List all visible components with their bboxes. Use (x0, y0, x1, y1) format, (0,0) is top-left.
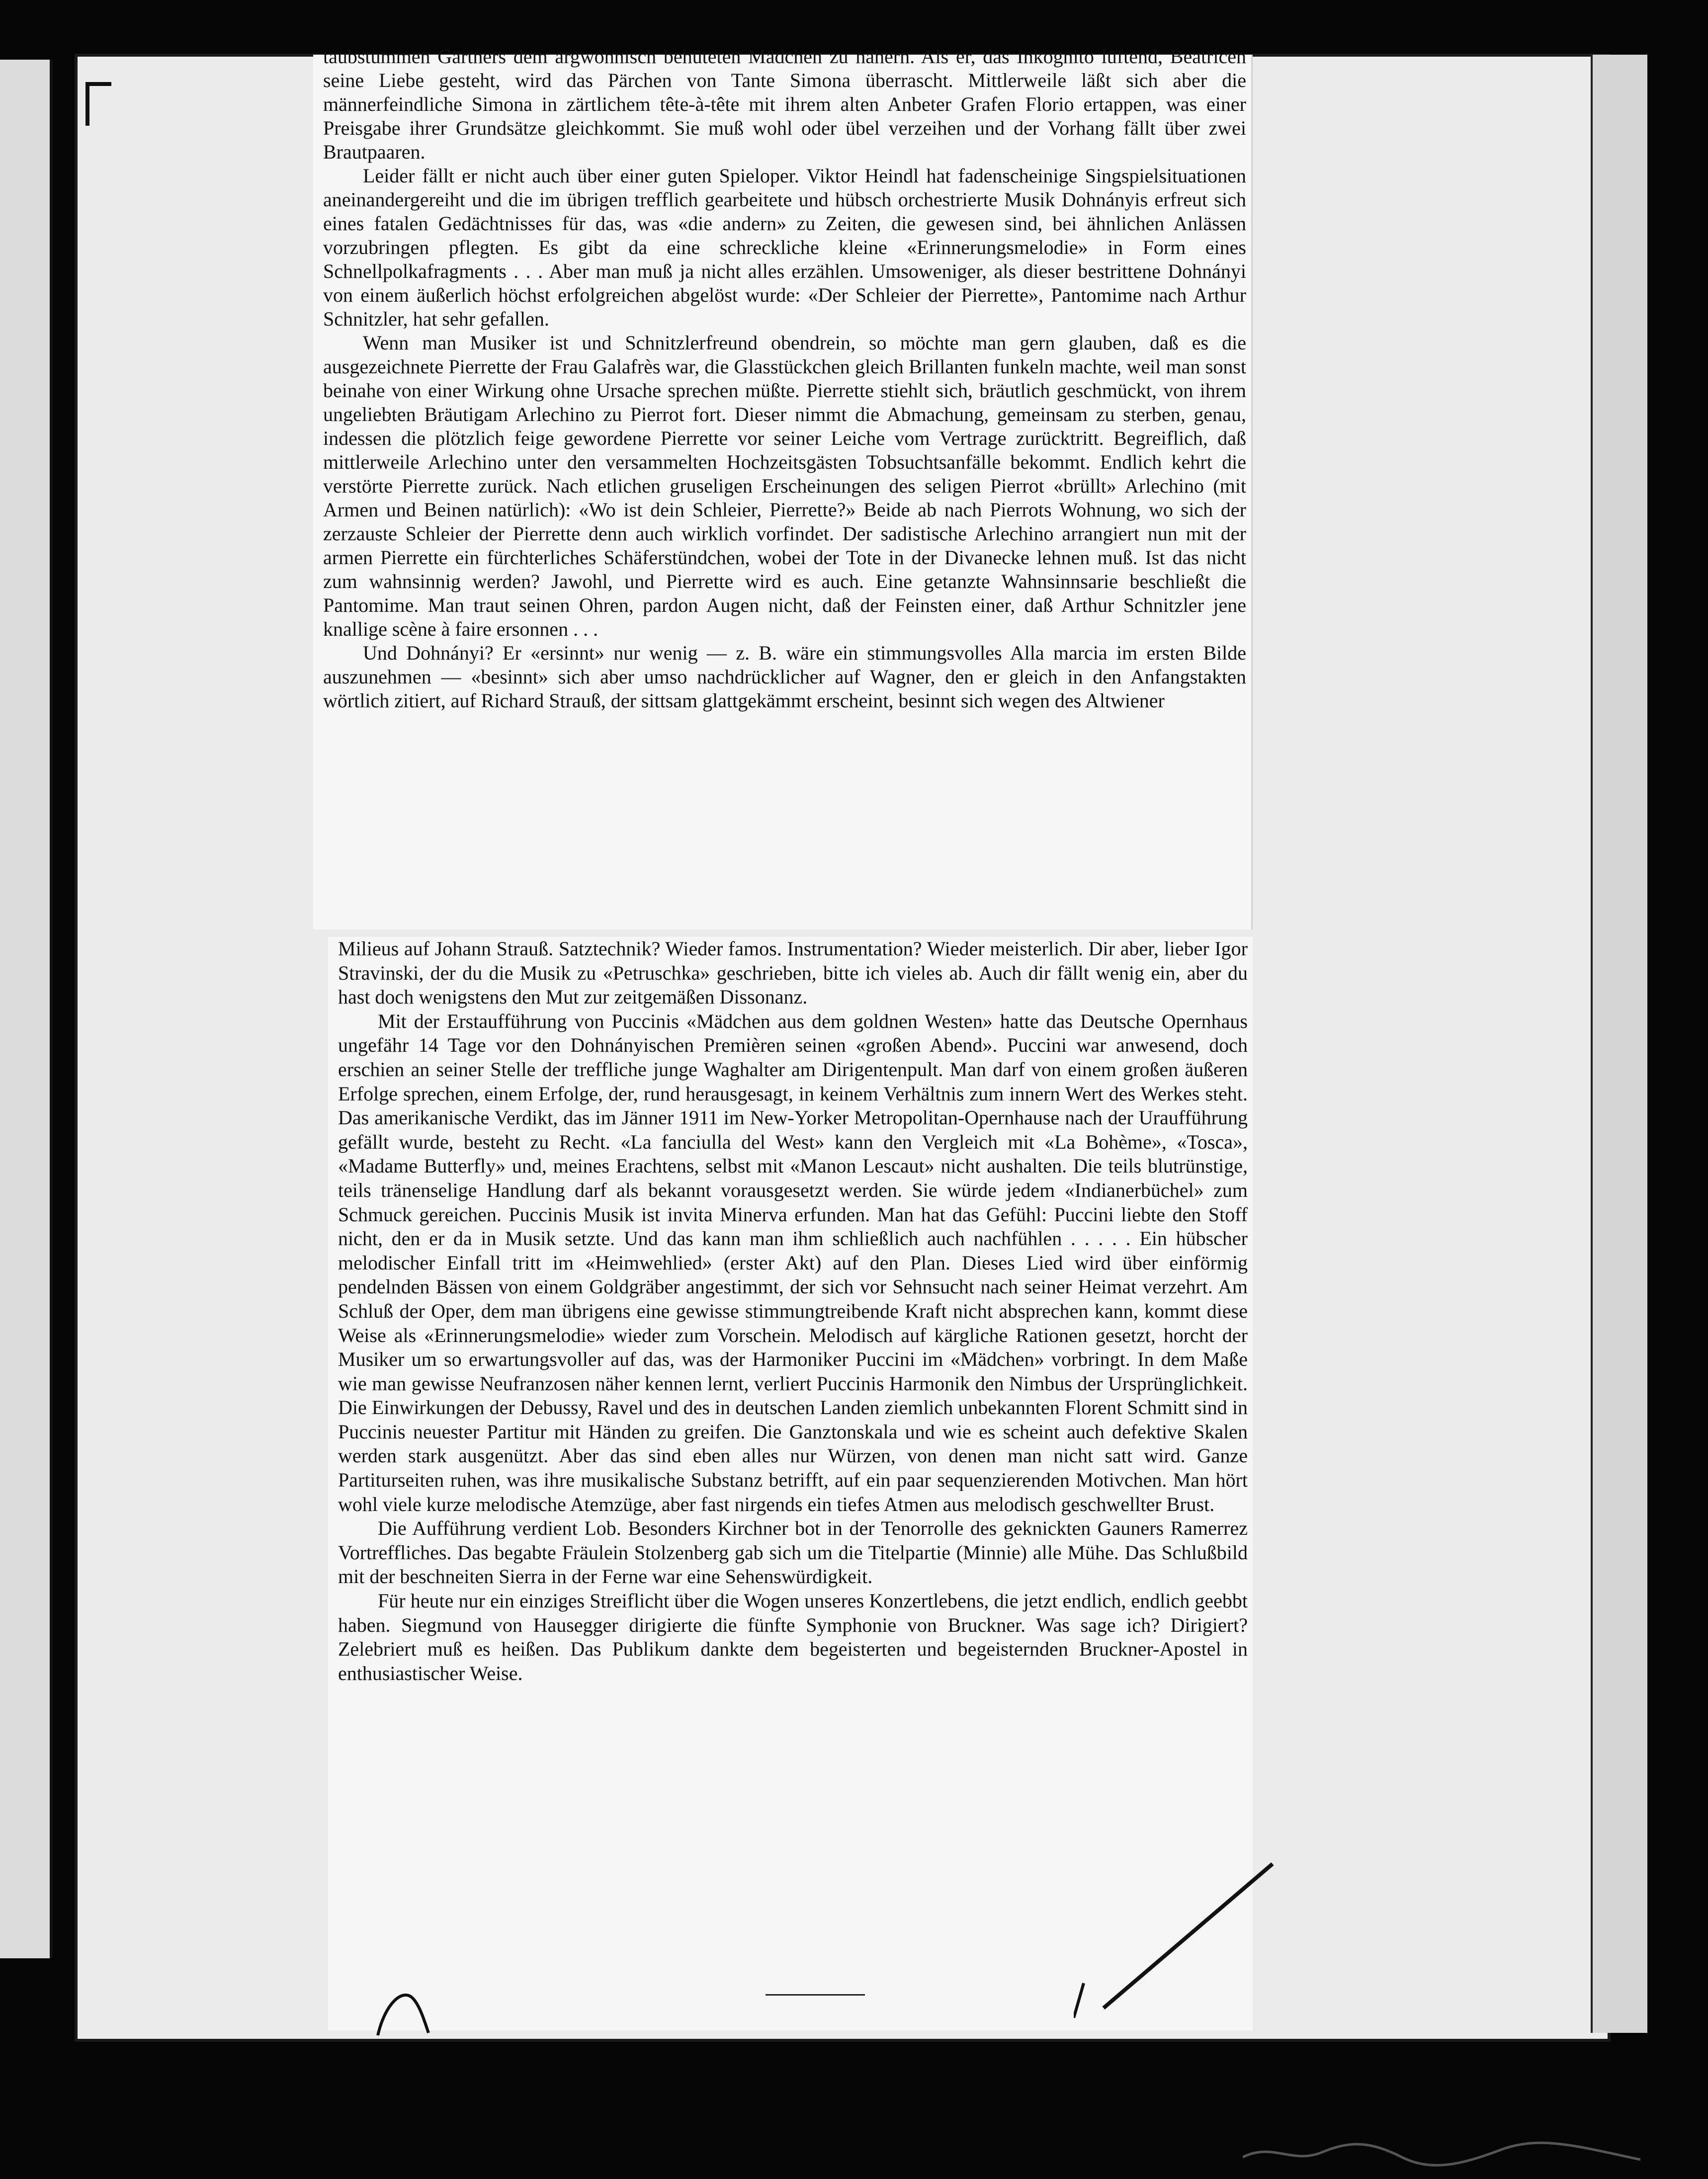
adjacent-page-edge (0, 60, 53, 1958)
handwritten-slash-mark (1074, 1859, 1282, 2018)
paragraph: Milieus auf Johann Strauß. Satztechnik? Wieder famos. Instrumentation? Wieder meisterlich. Dir aber, lieber Igor Stravinski, der du die Musik zu «Petruschka» geschrieben, bitte ich vieles ab. Auch dir fällt wenig ein, aber du hast doch wenigstens den Mut zur zeitgemäßen Dissonanz. (338, 937, 1248, 1008)
mounting-sheet-edge (1591, 55, 1647, 2033)
paragraph: Die Aufführung verdient Lob. Besonders Kirchner bot in der Tenorrolle des geknickten Gauners Ramerrez Vortreffliches. Das begabte Fräulein Stolzenberg gab sich um die Titelpartie (Minnie) alle Mühe. Das Schlußbild mit der beschneiten Sierra in der Ferne war eine Sehenswürdigkeit. (338, 1517, 1248, 1588)
article-end-rule (766, 1994, 865, 1996)
paragraph: Für heute nur ein einziges Streiflicht über die Wogen unseres Konzertlebens, die jetzt endlich, endlich geebbt haben. Siegmund von Hausegger dirigierte die fünfte Symphonie von Bruckner. Was sage ich? Dirigiert? Zelebriert muß es heißen. Das Publikum dankte dem begeisterten und begeisternden Bruckner-Apostel in enthusiastischer Weise. (338, 1590, 1248, 1684)
clipping-upper (313, 45, 1253, 929)
handwritten-scrawl (1243, 2137, 1640, 2167)
corner-crop-mark (85, 82, 111, 126)
paragraph: Wenn man Musiker ist und Schnitzlerfreund obendrein, so möchte man gern glauben, daß es die ausgezeichnete Pierrette der Frau Galafrès war, die Glasstückchen gleich Brillanten funkeln machte, weil man sonst beinahe von einer Wirkung ohne Ursache sprechen müßte. Pierrette stiehlt sich, bräutlich geschmückt, von ihrem ungeliebten Bräutigam Arlechino zu Pierrot fort. Dieser nimmt die Abmachung, gemeinsam zu sterben, genau, indessen die plötzlich feige gewordene Pierrette vor seiner Leiche vom Vertrage zurücktritt. Begreiflich, daß mittlerweile Arlechino unter den versammelten Hochzeitsgästen Tobsuchtsanfälle bekommt. Endlich kehrt die verstörte Pierrette zurück. Nach etlichen gruseligen Erscheinungen des seligen Pierrot «brüllt» Arlechino (mit Armen und Beinen natürlich): «Wo ist dein Schleier, Pierrette?» Beide ab nach Pierrots Wohnung, wo sich der zerzauste Schleier der Pierrette denn auch wirklich vorfindet. Der sadistische Arlechino arrangiert nun mit der armen Pierrette ein fürchterliches Schäferstündchen, wobei der Tote in der Divanecke lehnen muß. Ist das nicht zum wahnsinnig werden? Jawohl, und Pierrette wird es auch. Eine getanzte Wahnsinnsarie beschließt die Pantomime. Man traut seinen Ohren, pardon Augen nicht, daß der Feinsten einer, daß Arthur Schnitzler jene knallige scène à faire ersonnen . . . (323, 332, 1246, 640)
paragraph: Mit der Erstaufführung von Puccinis «Mädchen aus dem goldnen Westen» hatte das Deutsche Opernhaus ungefähr 14 Tage vor den Dohnányischen Premièren seinen «großen Abend». Puccini war anwesend, doch erschien an seiner Stelle der treffliche junge Waghalter am Dirigentenpult. Man darf von einem großen äußeren Erfolge sprechen, einem Erfolge, der, rund herausgesagt, in keinem Verhältnis zum innern Wert des Werkes steht. Das amerikanische Verdikt, das im Jänner 1911 im New-Yorker Metropolitan-Opernhause nach der Uraufführung gefällt wurde, besteht zu Recht. «La fanciulla del West» kann den Vergleich mit «La Bohème», «Tosca», «Madame Butterfly» und, meines Erachtens, selbst mit «Manon Lescaut» nicht aushalten. Die teils blutrünstige, teils tränenselige Handlung darf als bekannt vorausgesetzt werden. Sie würde jedem «Indianerbüchel» zum Schmuck gereichen. Puccinis Musik ist invita Minerva erfunden. Man hat das Gefühl: Puccini liebte den Stoff nicht, den er da in Musik setzte. Und das kann man ihm schließlich auch nachfühlen . . . . . Ein hübscher melodischer Einfall tritt im «Heimwehlied» (erster Akt) auf den Plan. Dieses Lied wird über einförmig pendelnden Bässen von einem Goldgräber angestimmt, der sich vor Sehnsucht nach seiner Heimat verzehrt. Am Schluß der Oper, dem man übrigens eine gewisse stimmungtreibende Kraft nicht absprechen kann, kommt diese Weise als «Erinnerungsmelodie» wieder zum Vorschein. Melodisch auf kärgliche Rationen gesetzt, horcht der Musiker um so erwartungsvoller auf das, was der Harmoniker Puccini im «Mädchen» vorbringt. In dem Maße wie man gewisse Neufranzosen näher kennen lernt, verliert Puccinis Harmonik den Nimbus der Ursprünglichkeit. Die Einwirkungen der Debussy, Ravel und des in deutschen Landen ziemlich unbekannten Florent Schmitt sind in Puccinis neuester Partitur mit Händen zu greifen. Die Ganztonskala und wie es scheint auch defektive Skalen werden stark ausgenützt. Aber das sind eben alles nur Würzen, von denen man nicht satt wird. Ganze Partiturseiten ruhen, was ihre musikalische Substanz betrifft, auf ein paar sequenzierenden Motivchen. Man hört wohl viele kurze melodische Atemzüge, aber fast nirgends ein tiefes Atmen aus melodisch geschwellter Brust. (338, 1009, 1248, 1515)
paragraph: taubstummen Gärtners dem argwöhnisch behüteten Mädchen zu nähern. Als er, das Inkognito lüftend, Beatricen seine Liebe gesteht, wird das Pärchen von Tante Simona überrascht. Mittlerweile läßt sich aber die männerfeindliche Simona in zärtlichem tête-à-tête mit ihrem alten Anbeter Grafen Florio ertappen, was einer Preisgabe ihrer Grundsätze gleichkommt. Sie muß wohl oder übel verzeihen und der Vorhang fällt über zwei Brautpaaren. (323, 45, 1246, 163)
handwritten-arc-mark (373, 1983, 432, 2038)
paragraph: Und Dohnányi? Er «ersinnt» nur wenig — z. B. wäre ein stimmungsvolles Alla marcia im ersten Bilde auszunehmen — «besinnt» sich aber umso nachdrücklicher auf Wagner, den er gleich in den Anfangstakten wörtlich zitiert, auf Richard Strauß, der sittsam glattgekämmt erscheint, besinnt sich wegen des Altwiener (323, 642, 1246, 712)
paragraph: Leider fällt er nicht auch über einer guten Spieloper. Viktor Heindl hat fadenscheinige Singspielsituationen aneinandergereiht und die im übrigen trefflich gearbeitete und hübsch orchestrierte Musik Dohnányis erfreut sich eines fatalen Gedächtnisses für das, was «die andern» zu Zeiten, die gewesen sind, bei ähnlichen Anlässen vorzubringen pflegten. Es gibt da eine schreckliche kleine «Erinnerungsmelodie» in Form eines Schnellpolkafragments . . . Aber man muß ja nicht alles erzählen. Umsoweniger, als dieser bestrittene Dohnányi von einem äußerlich höchst erfolgreichen abgelöst wurde: «Der Schleier der Pierrette», Pantomime nach Arthur Schnitzler, hat sehr gefallen. (323, 165, 1246, 330)
